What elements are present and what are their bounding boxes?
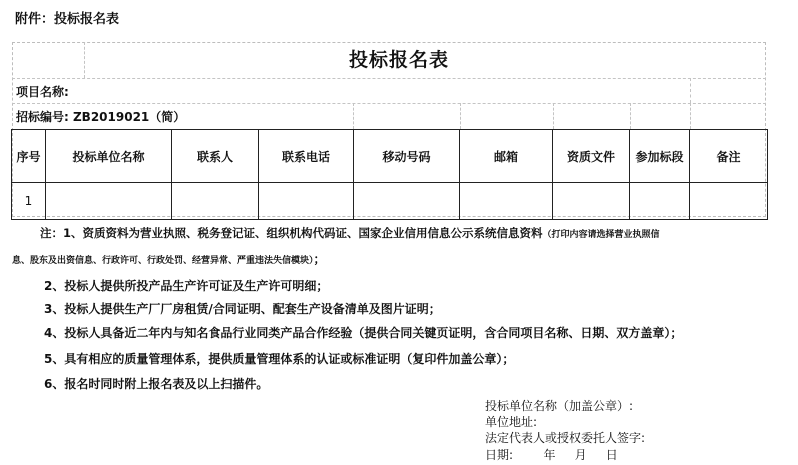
note-1-small-b: 息、股东及出资信息、行政许可、行政处罚、经营异常、严重违法失信模块） bbox=[12, 256, 314, 266]
header-index: 序号 bbox=[12, 130, 46, 183]
cell-bid-section bbox=[630, 183, 690, 220]
signature-address-label: 单位地址: bbox=[485, 415, 538, 429]
form-title: 投标报名表 bbox=[348, 49, 449, 71]
note-3: 3、投标人提供生产厂厂房租赁/合同证明、配套生产设备清单及图片证明； bbox=[44, 302, 441, 316]
project-row-divider bbox=[12, 103, 766, 104]
attachment-label: 附件：投标报名表 bbox=[15, 12, 120, 27]
tender-row-divider-3 bbox=[553, 103, 554, 129]
tender-row-divider-2 bbox=[460, 103, 461, 129]
cell-mobile bbox=[354, 183, 460, 220]
signature-date-label: 日期: 年 月 日 bbox=[485, 448, 618, 462]
note-1-end: ； bbox=[313, 252, 326, 266]
project-row-cell-divider bbox=[690, 78, 691, 103]
cell-remarks bbox=[690, 183, 768, 220]
header-remarks: 备注 bbox=[690, 130, 768, 183]
header-company-name: 投标单位名称 bbox=[46, 130, 172, 183]
header-bid-section: 参加标段 bbox=[630, 130, 690, 183]
note-1 bbox=[40, 225, 660, 241]
tender-row-divider-5 bbox=[690, 103, 691, 129]
note-5: 5、具有相应的质量管理体系，提供质量管理体系的认证或标准证明（复印件加盖公章）； bbox=[44, 352, 515, 366]
signature-unit-label: 投标单位名称（加盖公章）: bbox=[485, 399, 634, 413]
note-4: 4、投标人具备近二年内与知名食品行业同类产品合作经验（提供合同关键页证明，含合同项目名称、日期、双方盖章）； bbox=[44, 326, 683, 340]
tender-number-label: 招标编号: ZB2019021（简） bbox=[16, 110, 186, 124]
cell-company-name bbox=[46, 183, 172, 220]
table-row bbox=[12, 183, 768, 220]
note-1-continued bbox=[12, 250, 326, 267]
cell-qualification bbox=[553, 183, 630, 220]
cell-email bbox=[460, 183, 553, 220]
note-1-text: 注：1、资质资料为营业执照、税务登记证、组织机构代码证、国家企业信用信息公示系统信息资料 bbox=[40, 226, 543, 240]
registration-table bbox=[11, 129, 768, 220]
table-header-row bbox=[12, 130, 768, 183]
title-row-divider bbox=[12, 78, 766, 79]
cell-phone bbox=[259, 183, 354, 220]
header-email: 邮箱 bbox=[460, 130, 553, 183]
header-mobile: 移动号码 bbox=[354, 130, 460, 183]
project-name-label: 项目名称: bbox=[16, 85, 69, 99]
header-phone: 联系电话 bbox=[259, 130, 354, 183]
note-1-small-a: （打印内容请选择营业执照信 bbox=[542, 230, 660, 240]
tender-row-divider-4 bbox=[630, 103, 631, 129]
header-contact-person: 联系人 bbox=[172, 130, 259, 183]
cell-contact-person bbox=[172, 183, 259, 220]
tender-row-divider-1 bbox=[353, 103, 354, 129]
note-6: 6、报名时同时附上报名表及以上扫描件。 bbox=[44, 377, 269, 391]
cell-index: 1 bbox=[12, 183, 46, 220]
header-qualification: 资质文件 bbox=[553, 130, 630, 183]
signature-representative-label: 法定代表人或授权委托人签字: bbox=[485, 431, 646, 445]
note-2: 2、投标人提供所投产品生产许可证及生产许可明细； bbox=[44, 279, 329, 293]
